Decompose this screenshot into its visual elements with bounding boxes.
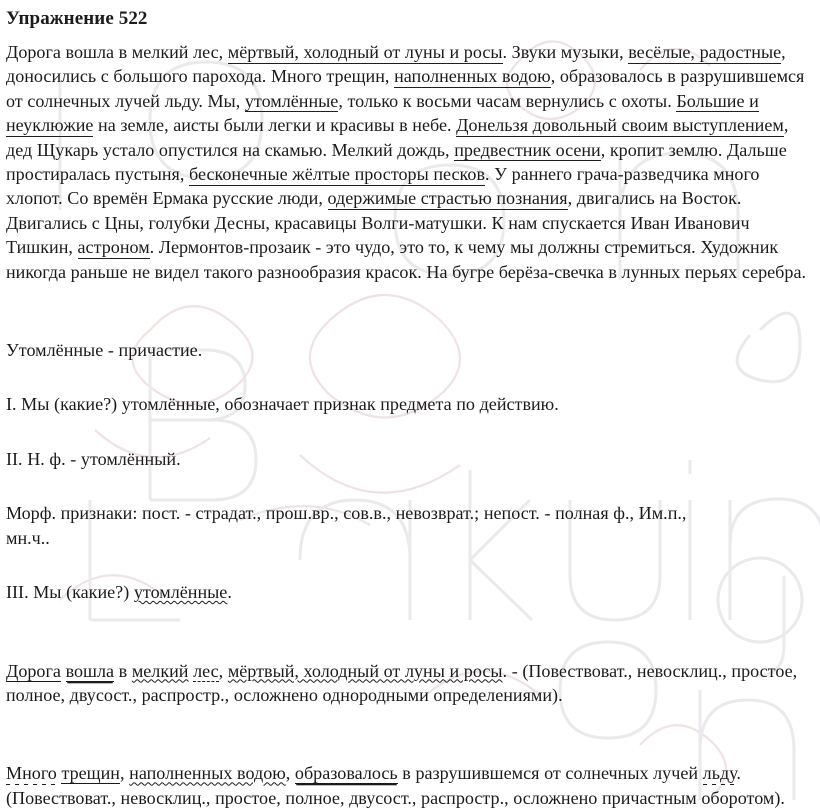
object-run: лес <box>193 660 219 681</box>
morph-point-one: I. Мы (какие?) утомлённые, обозначает признак предмета по действию. <box>6 394 559 415</box>
source-text-paragraph <box>6 40 810 284</box>
text-run: , только к восьми часам вернулись с охоты. <box>338 90 677 111</box>
attribute-run: мёртвый, холодный от луны и росы <box>227 660 503 681</box>
underlined-run: Донельзя довольный своим выступлением <box>456 115 784 136</box>
underlined-run: одержимые страстью познания <box>327 188 568 209</box>
syntax-analysis-one <box>6 659 810 708</box>
underlined-run: бесконечные жёлтые просторы песков <box>189 164 486 185</box>
spacer-before-syntax-one <box>6 605 810 659</box>
attribute-run: мелкий <box>131 660 189 681</box>
underlined-run: весёлые, радостные <box>628 42 782 62</box>
text-run: , кропит землю. Дальше простиралась пустыня, <box>6 139 787 185</box>
text-run: . У раннего грача-разведчика много хлопот. Со времён Ермака русские люди, <box>6 164 760 209</box>
text-run: в разрушившемся от солнечных лучей <box>397 763 703 784</box>
syntax-analysis-two <box>6 761 810 810</box>
subject-run: Дорога <box>6 660 61 681</box>
morph-point-three-prefix: III. Мы (какие?) <box>6 582 134 603</box>
morph-point-two: II. Н. ф. - утомлённый. <box>6 448 181 469</box>
spacer-morph-1 <box>6 362 810 392</box>
spacer-after-source-text <box>6 284 810 338</box>
text-run: , образовалось в разрушившемся от солнечных лучей льду. Мы, <box>6 66 805 111</box>
spacer-morph-2 <box>6 417 810 447</box>
underlined-run: предвестник осени <box>454 139 601 160</box>
text-run: на земле, аисты были легки и красивы в небе. <box>93 115 457 136</box>
attribute-run: наполненных водою <box>129 763 286 784</box>
text-run: . - (Повествоват., невосклиц., простое, полное, двусост., распростр., осложнено однородными определениями). <box>6 660 798 705</box>
text-run: , доносились с большого парохода. Много трещин, <box>6 42 786 87</box>
subject-run: трещин <box>61 763 120 784</box>
text-run: Дорога вошла в мелкий лес, <box>6 42 228 62</box>
text-run: . (Повествоват., невосклиц., простое, полное, двусост., распростр., осложнено причастным оборотом). <box>6 763 785 808</box>
text-run: . Лермонтов-прозаик - это чудо, это то, к чему мы должны стремиться. Художник никогда раньше не видел такого разнообразия красок. На бугре берёза-свечка в лунных перьях серебра. <box>6 237 806 282</box>
underlined-run: утомлённые <box>244 90 339 111</box>
text-run: , <box>285 763 295 784</box>
adverbial-run: Много <box>6 763 57 784</box>
page-title: Упражнение 522 <box>6 8 148 29</box>
underlined-run: мёртвый, холодный от луны и росы <box>227 42 503 62</box>
morph-heading: Утомлённые - причастие. <box>6 340 203 361</box>
text-run: . Звуки музыки, <box>502 42 629 62</box>
text-run: , <box>218 660 228 681</box>
morph-features-line-two: мн.ч.. <box>6 527 50 548</box>
text-run: , двигались на Восток. Двигались с Цны, голубки Десны, красавицы Волги-матушки. К нам спускается Иван Иванович Тишкин, <box>6 188 750 258</box>
spacer-morph-4 <box>6 550 810 580</box>
text-run: , дед Щукарь устало опустился на скамью. Мелкий дождь, <box>6 115 789 160</box>
underlined-run: Большие и неуклюжие <box>6 90 759 136</box>
predicate-run: образовалось <box>294 763 398 784</box>
text-run <box>61 661 66 681</box>
adverbial-run: льду <box>702 763 737 784</box>
morph-point-three <box>6 580 810 604</box>
text-run: , <box>119 763 130 784</box>
text-run: в <box>114 660 132 681</box>
morph-point-three-suffix: . <box>227 582 232 603</box>
underlined-run: астроном <box>77 237 150 258</box>
morph-point-three-wavy-word: утомлённые <box>133 582 228 603</box>
spacer-morph-3 <box>6 471 810 501</box>
predicate-run: вошла <box>65 660 115 681</box>
underlined-run: наполненных водою <box>394 66 551 87</box>
morph-features-line-one: Морф. признаки: пост. - страдат., прош.вр., сов.в., невозврат.; непост. - полная ф., Им.п., <box>6 503 687 524</box>
spacer-before-syntax-two <box>6 707 810 761</box>
